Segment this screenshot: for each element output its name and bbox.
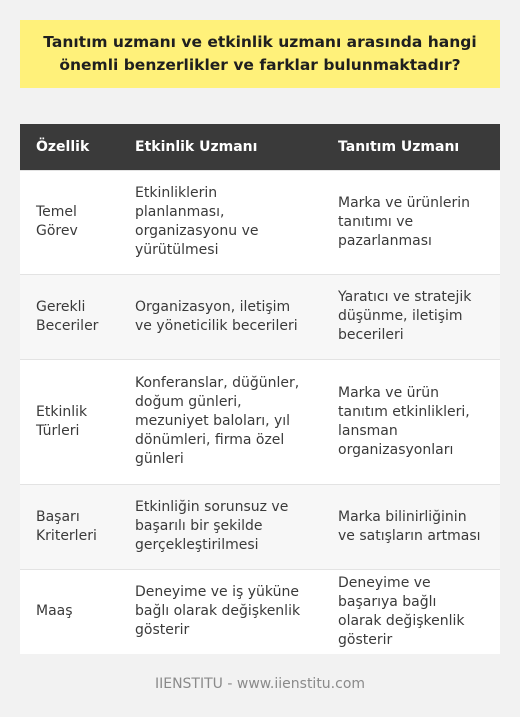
row-label: Etkinlik Türleri xyxy=(20,359,119,484)
table-header-row xyxy=(20,124,500,170)
footer-credit: IIENSTITU - www.iienstitu.com xyxy=(154,676,366,692)
table-cell: Marka bilinirliğinin ve satışların artması xyxy=(322,484,500,569)
table-cell: Marka ve ürün tanıtım etkinlikleri, lansman organizasyonları xyxy=(322,359,500,484)
table-cell: Konferanslar, düğünler, doğum günleri, mezuniyet baloları, yıl dönümleri, firma özel günleri xyxy=(119,359,322,484)
table-cell: Yaratıcı ve stratejik düşünme, iletişim becerileri xyxy=(322,274,500,359)
row-label: Maaş xyxy=(20,569,119,654)
table-cell: Etkinliğin sorunsuz ve başarılı bir şekilde gerçekleştirilmesi xyxy=(119,484,322,569)
column-header-promotion-specialist: Tanıtım Uzmanı xyxy=(322,124,500,170)
row-label: Başarı Kriterleri xyxy=(20,484,119,569)
column-header-event-specialist: Etkinlik Uzmanı xyxy=(119,124,322,170)
table-row xyxy=(20,274,500,359)
table-cell: Deneyime ve başarıya bağlı olarak değişkenlik gösterir xyxy=(322,569,500,654)
table-row xyxy=(20,359,500,484)
column-header-feature: Özellik xyxy=(20,124,119,170)
table-cell: Deneyime ve iş yüküne bağlı olarak değişkenlik gösterir xyxy=(119,569,322,654)
table-cell: Organizasyon, iletişim ve yöneticilik becerileri xyxy=(119,274,322,359)
table-row xyxy=(20,170,500,274)
row-label: Gerekli Beceriler xyxy=(20,274,119,359)
table-row xyxy=(20,484,500,569)
comparison-table xyxy=(20,124,500,654)
table-cell: Marka ve ürünlerin tanıtımı ve pazarlanması xyxy=(322,170,500,274)
row-label: Temel Görev xyxy=(20,170,119,274)
page-title: Tanıtım uzmanı ve etkinlik uzmanı arasında hangi önemli benzerlikler ve farklar bulunmaktadır? xyxy=(20,20,500,88)
table-row xyxy=(20,569,500,654)
table-cell: Etkinliklerin planlanması, organizasyonu ve yürütülmesi xyxy=(119,170,322,274)
